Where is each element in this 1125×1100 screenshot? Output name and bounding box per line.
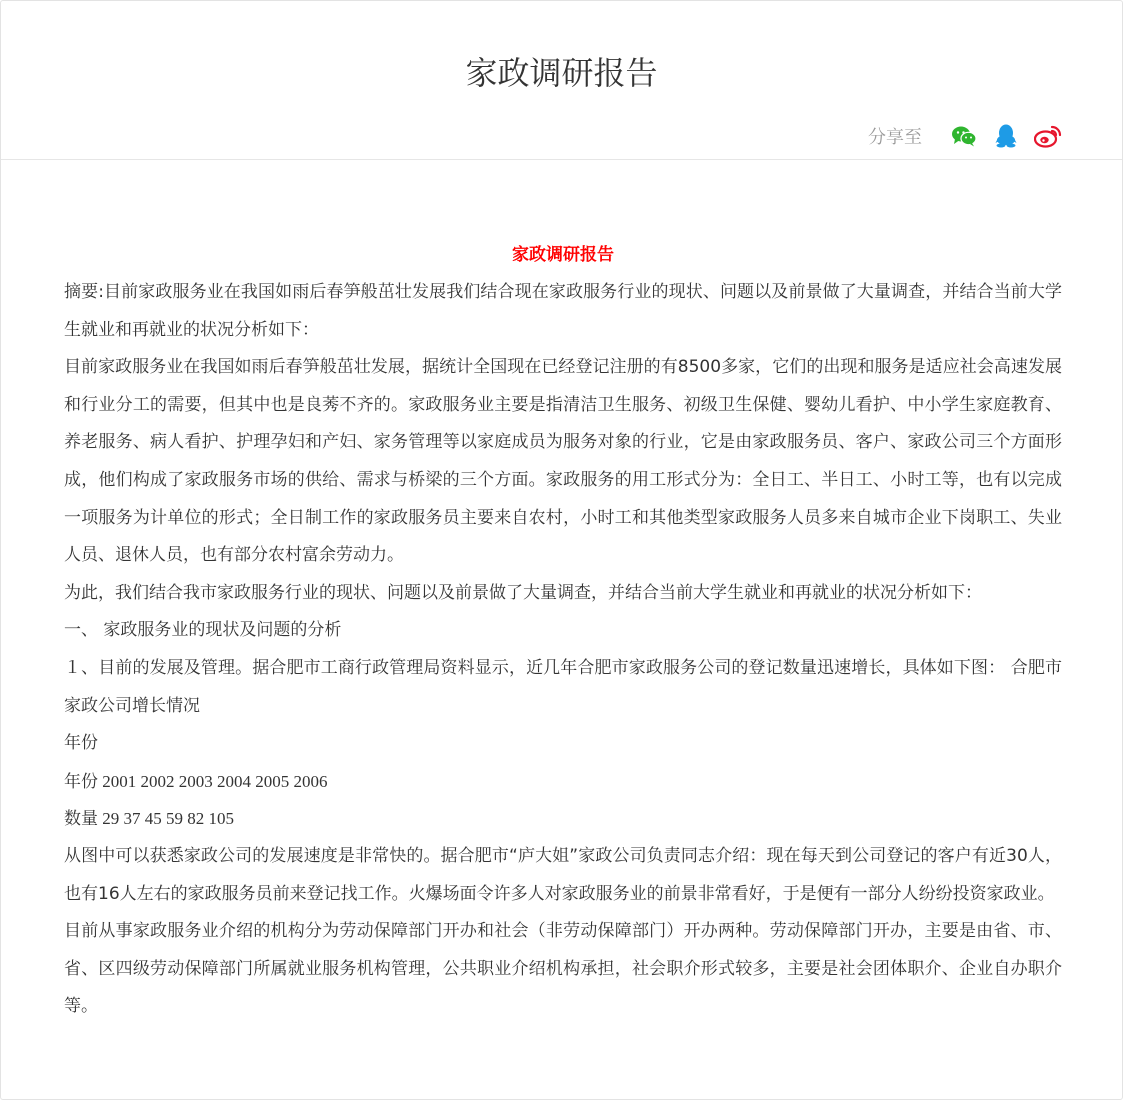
section-heading: 一、 家政服务业的现状及问题的分析: [64, 620, 342, 641]
wechat-icon[interactable]: [950, 122, 978, 150]
weibo-icon[interactable]: [1034, 122, 1062, 150]
table-caption: 年份: [64, 733, 98, 754]
table-row-years: 年份 2001 2002 2003 2004 2005 2006: [64, 771, 328, 791]
agencies-paragraph: 目前从事家政服务业介绍的机构分为劳动保障部门开办和社会（非劳动保障部门）开办两种。劳动保障部门开办，主要是由省、市、省、区四级劳动保障部门所属就业服务机构管理，公共职业介绍机构承担，社会职介形式较多，主要是社会团体职介、企业自办职介等。: [64, 921, 1062, 1017]
article-heading: 家政调研报告: [512, 245, 614, 265]
qq-icon[interactable]: [992, 122, 1020, 150]
article-body: [64, 236, 1062, 1026]
article-header: [1, 1, 1122, 160]
overview-paragraph: 目前家政服务业在我国如雨后春笋般茁壮发展，据统计全国现在已经登记注册的有8500多家，它们的出现和服务是适应社会高速发展和行业分工的需要，但其中也是良莠不齐的。家政服务业主要是指清洁卫生服务、初级卫生保健、婴幼儿看护、中小学生家庭教育、养老服务、病人看护、护理孕妇和产妇、家务管理等以家庭成员为服务对象的行业，它是由家政服务员、客户、家政公司三个方面形成，他们构成了家政服务市场的供给、需求与桥梁的三个方面。家政服务的用工形式分为：全日工、半日工、小时工等，也有以完成一项服务为计单位的形式；全日制工作的家政服务员主要来自农村，小时工和其他类型家政服务人员多来自城市企业下岗职工、失业人员、退休人员，也有部分农村富余劳动力。: [64, 357, 1062, 566]
intro-paragraph: 为此，我们结合我市家政服务行业的现状、问题以及前景做了大量调查，并结合当前大学生就业和再就业的状况分析如下：: [64, 582, 982, 603]
share-label: 分享至: [868, 127, 922, 148]
subsection-paragraph: １、目前的发展及管理。据合肥市工商行政管理局资料显示，近几年合肥市家政服务公司的登记数量迅速增长，具体如下图： 合肥市家政公司增长情况: [64, 657, 1062, 716]
analysis-paragraph: 从图中可以获悉家政公司的发展速度是非常快的。据合肥市“庐大姐”家政公司负责同志介绍：现在每天到公司登记的客户有近30人，也有16人左右的家政服务员前来登记找工作。火爆场面令许多人对家政服务业的前景非常看好，于是便有一部分人纷纷投资家政业。: [64, 845, 1062, 904]
abstract-paragraph: 摘要:目前家政服务业在我国如雨后春笋般茁壮发展我们结合现在家政服务行业的现状、问题以及前景做了大量调查，并结合当前大学生就业和再就业的状况分析如下：: [64, 282, 1062, 340]
page-title: 家政调研报告: [465, 54, 658, 92]
table-row-counts: 数量 29 37 45 59 82 105: [64, 809, 234, 829]
share-bar: [868, 121, 1062, 151]
